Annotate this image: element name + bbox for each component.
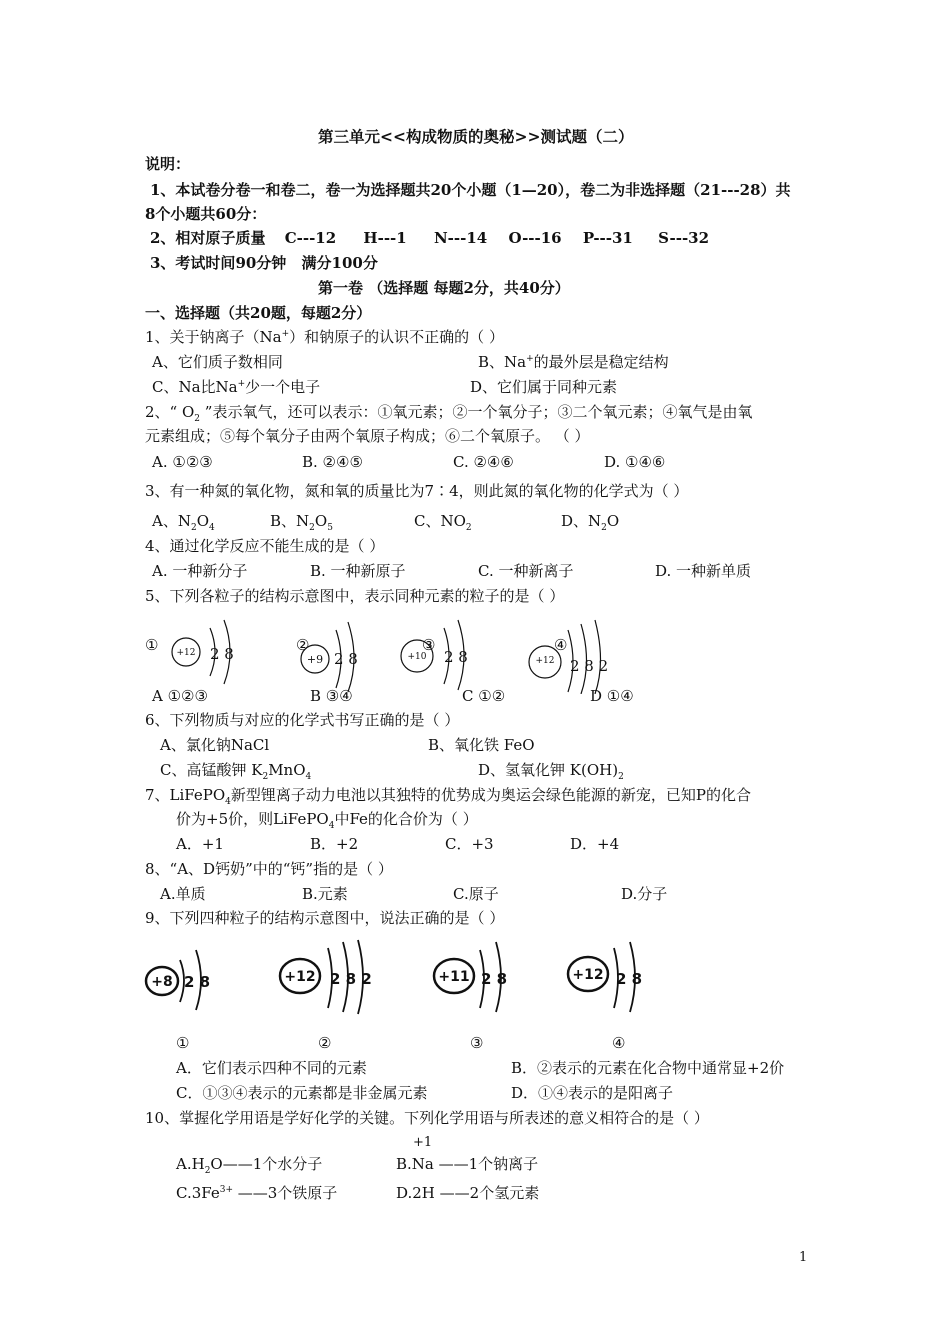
q9-shells-1: 2 8 <box>184 973 211 991</box>
q9-option-b: B．②表示的元素在化合物中通常显+2价 <box>511 1059 785 1077</box>
note-1-line-2: 8个小题共60分： <box>145 205 267 223</box>
q9-label-2: ② <box>318 1034 332 1052</box>
q5-shells-4: 2 8 2 <box>570 657 609 675</box>
part-one-heading: 第一卷 （选择题 每题2分，共40分） <box>318 279 570 297</box>
q6-option-a: A、氯化钠NaCl <box>160 736 270 754</box>
q9-option-a: A．它们表示四种不同的元素 <box>176 1059 367 1077</box>
q1-stem: 1、关于钠离子（Na+）和钠原子的认识不正确的（ ） <box>145 328 504 346</box>
q5-stem: 5、下列各粒子的结构示意图中，表示同种元素的粒子的是（ ） <box>145 587 565 605</box>
q3-option-c: C、$NO_2$ <box>414 512 472 533</box>
q9-stem: 9、下列四种粒子的结构示意图中，说法正确的是（ ） <box>145 909 505 927</box>
q9-nucleus-4: +12 <box>572 967 604 983</box>
q5-label-1: ① <box>145 636 159 654</box>
q3-stem: 3、有一种氮的氧化物，氮和氧的质量比为7∶4，则此氮的氧化物的化学式为（ ） <box>145 482 689 500</box>
q10-option-c: $C.3Fe^{3+}$ ——3个铁原子 <box>176 1184 338 1202</box>
note-2-label: 2、相对原子质量 <box>150 229 266 247</box>
q5-atom-diagrams <box>140 614 640 694</box>
q7-stem-line-2: 价为+5价，则LiFePO$_4$中Fe的化合价为（ ） <box>176 810 478 831</box>
q8-option-a: A.单质 <box>160 885 206 903</box>
q5-label-2: ② <box>296 636 310 654</box>
q2-option-a: A. ①②③ <box>152 453 213 471</box>
q2-stem-line-2: 元素组成；⑤每个氧分子由两个氧原子构成；⑥二个氧原子。 （ ） <box>145 427 590 445</box>
q10-option-d: D.2H ——2个氢元素 <box>396 1184 540 1202</box>
q5-nucleus-3: +10 <box>407 652 427 662</box>
note-3 <box>150 253 378 273</box>
q4-option-a: A. 一种新分子 <box>152 562 248 580</box>
section-one-heading: 一、选择题（共20题，每题2分） <box>145 304 372 322</box>
q2-option-b: B. ②④⑤ <box>302 453 363 471</box>
q2-option-c: C. ②④⑥ <box>453 453 514 471</box>
atomic-mass-n: N---14 <box>433 229 488 247</box>
q5-shells-1: 2 8 <box>210 645 234 663</box>
q5-option-c: C ①② <box>462 687 506 705</box>
q2-option-d: D. ①④⑥ <box>604 453 666 471</box>
q9-label-1: ① <box>176 1034 190 1052</box>
q6-option-b: B、氧化铁 FeO <box>428 736 535 754</box>
q8-option-c: C.原子 <box>453 885 499 903</box>
q7-option-d: D．+4 <box>570 835 620 853</box>
q9-label-4: ④ <box>612 1034 626 1052</box>
q5-nucleus-2: +9 <box>306 653 324 666</box>
q4-option-c: C. 一种新离子 <box>478 562 574 580</box>
q10-stem: 10、掌握化学用语是学好化学的关键。下列化学用语与所表述的意义相符合的是（ ） <box>145 1109 709 1127</box>
atomic-mass-c: C---12 <box>284 229 337 247</box>
q7-option-a: A．+1 <box>176 835 224 853</box>
atomic-mass-h: H---1 <box>363 229 407 247</box>
q7-option-b: B．+2 <box>310 835 359 853</box>
q6-option-c: C、高锰酸钾 $K_2MnO_4$ <box>160 761 312 782</box>
q3-option-d: D、$N_2O$ <box>561 512 620 533</box>
q5-shells-3: 2 8 <box>444 648 468 666</box>
q9-option-c: C．①③④表示的元素都是非金属元素 <box>176 1084 428 1102</box>
q9-shells-2: 2 8 2 <box>330 970 372 988</box>
page-number: 1 <box>799 1250 808 1265</box>
q2-stem-line-1: 2、“ $O_2$ ”表示氧气，还可以表示：①氧元素；②一个氧分子；③二个氧元素；④氧气是由氧 <box>145 403 753 424</box>
q9-shells-4: 2 8 <box>616 970 643 988</box>
q3-option-a: A、$N_2O_4$ <box>152 512 215 533</box>
q5-nucleus-4: +12 <box>535 656 555 666</box>
q1-option-c: C、Na比Na+少一个电子 <box>152 378 321 396</box>
note-2 <box>150 228 709 248</box>
q9-nucleus-1: +8 <box>151 974 173 990</box>
q9-atom-diagrams <box>140 936 660 1016</box>
q1-option-d: D、它们属于同种元素 <box>470 378 618 396</box>
atomic-mass-o: O---16 <box>508 229 562 247</box>
q10-valence-plus-one: +1 <box>413 1135 433 1150</box>
q8-option-b: B.元素 <box>302 885 348 903</box>
full-score: 满分100分 <box>301 254 378 272</box>
q9-shells-3: 2 8 <box>481 970 508 988</box>
q5-label-3: ③ <box>422 636 436 654</box>
q6-option-d: D、氢氧化钾 $K(OH)_2$ <box>478 761 624 782</box>
q8-stem: 8、“A、D钙奶”中的“钙”指的是（ ） <box>145 860 393 878</box>
note-1-line-1: 1、本试卷分卷一和卷二，卷一为选择题共20个小题（1—20），卷二为非选择题（21---28）共 <box>150 181 791 199</box>
q9-nucleus-3: +11 <box>438 969 470 985</box>
q10-option-a: $A.H_2O——1$个水分子 <box>176 1155 323 1176</box>
atomic-mass-s: S---32 <box>658 229 710 247</box>
q3-option-b: B、$N_2O_5$ <box>270 512 333 533</box>
q10-option-b: B.Na ——1个钠离子 <box>396 1155 539 1173</box>
q1-option-a: A、它们质子数相同 <box>152 353 283 371</box>
page-title: 第三单元<<构成物质的奥秘>>测试题（二） <box>318 127 634 146</box>
q5-label-4: ④ <box>554 636 568 654</box>
q8-option-d: D.分子 <box>621 885 668 903</box>
q5-nucleus-1: +12 <box>176 648 196 658</box>
q1-option-b: B、Na+的最外层是稳定结构 <box>478 353 669 371</box>
q7-option-c: C．+3 <box>445 835 494 853</box>
q7-stem-line-1: 7、LiFePO$_4$新型锂离子动力电池以其独特的优势成为奥运会绿色能源的新宠，已知P的化合 <box>145 786 752 807</box>
q6-stem: 6、下列物质与对应的化学式书写正确的是（ ） <box>145 711 460 729</box>
exam-time: 3、考试时间90分钟 <box>150 254 287 272</box>
q4-stem: 4、通过化学反应不能生成的是（ ） <box>145 537 385 555</box>
q9-label-3: ③ <box>470 1034 484 1052</box>
notes-heading: 说明： <box>145 155 191 173</box>
q4-option-d: D. 一种新单质 <box>655 562 752 580</box>
atomic-mass-p: P---31 <box>582 229 633 247</box>
q5-shells-2: 2 8 <box>334 650 358 668</box>
q5-option-b: B ③④ <box>310 687 353 705</box>
q5-option-a: A ①②③ <box>152 687 208 705</box>
q5-option-d: D ①④ <box>590 687 634 705</box>
q4-option-b: B. 一种新原子 <box>310 562 406 580</box>
q9-nucleus-2: +12 <box>284 969 316 985</box>
q9-option-d: D．①④表示的是阳离子 <box>511 1084 674 1102</box>
